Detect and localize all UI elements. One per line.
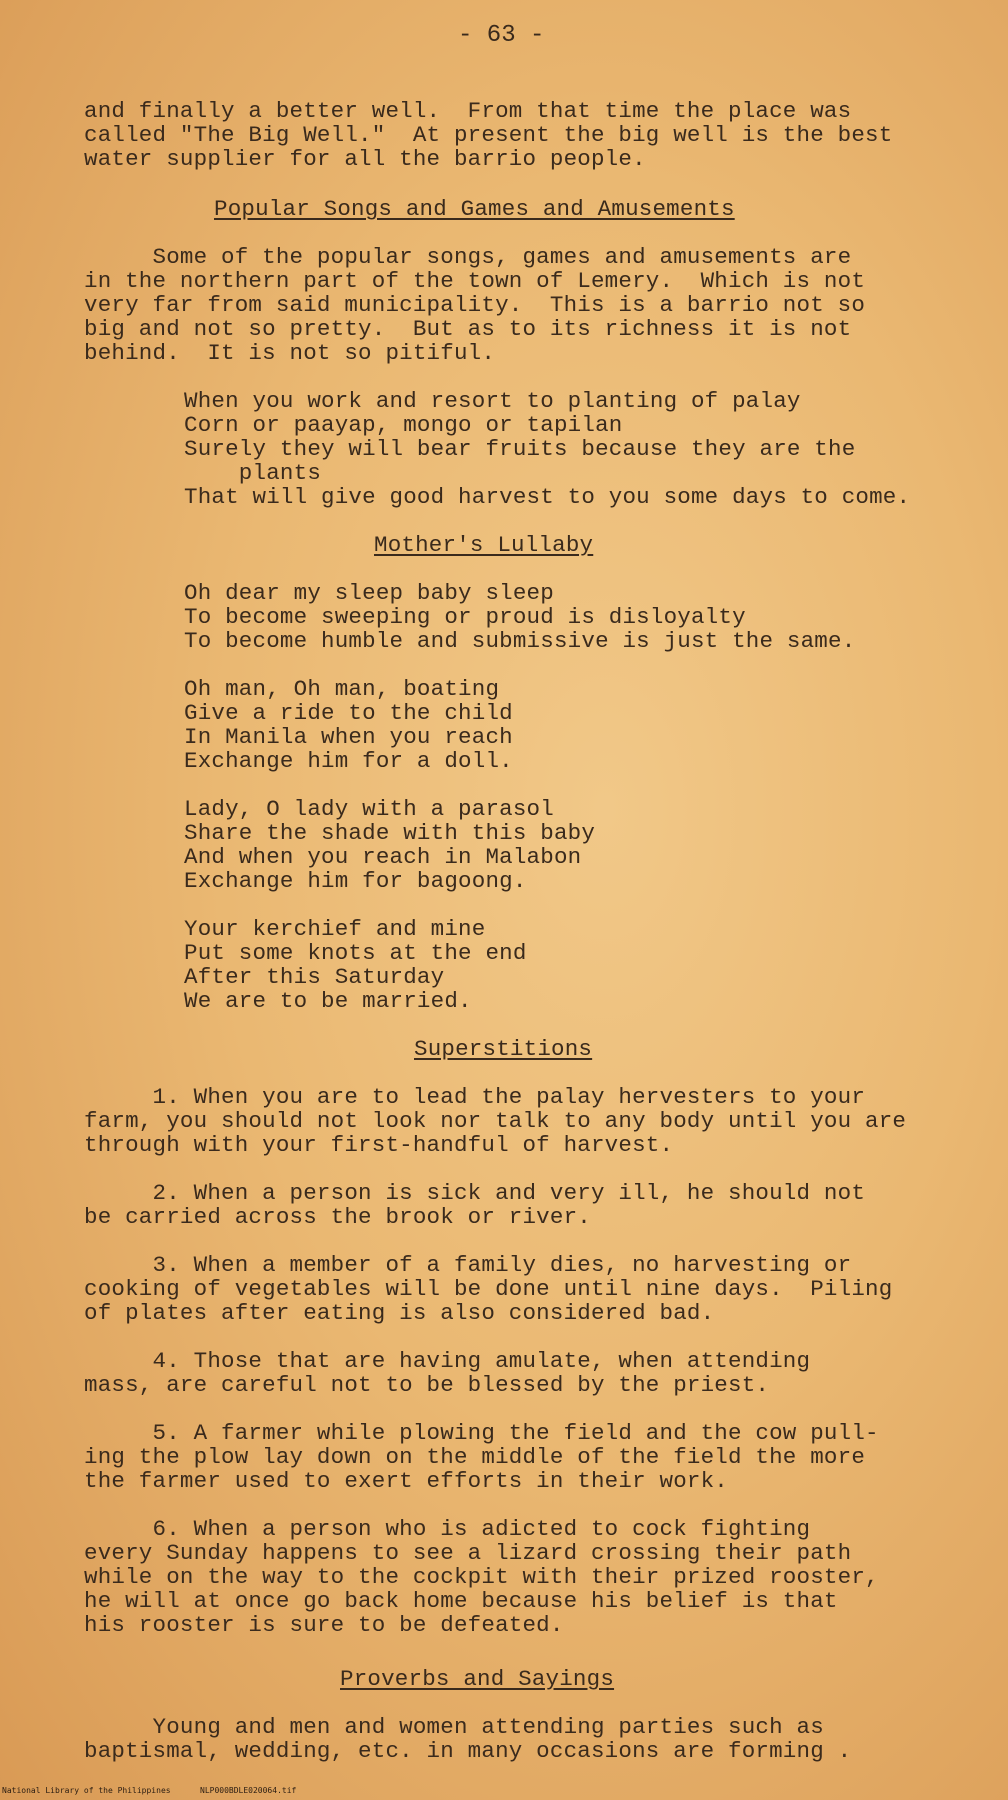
superstition-line: 1. When you are to lead the palay hervesters to your [84,1084,866,1110]
section-heading-proverbs: Proverbs and Sayings [340,1666,615,1692]
paragraph-line: Young and men and women attending parties such as [84,1714,824,1740]
lullaby-line: Exchange him for a doll. [184,748,513,774]
verse-line: That will give good harvest to you some days to come. [184,484,911,510]
paragraph-line: Some of the popular songs, games and amusements are [84,244,852,270]
section-heading-lullaby: Mother's Lullaby [374,532,594,558]
superstition-line: of plates after eating is also considered bad. [84,1300,715,1326]
superstition-line: through with your first-handful of harvest. [84,1132,674,1158]
superstition-line: 2. When a person is sick and very ill, he should not [84,1180,866,1206]
superstition-line: 3. When a member of a family dies, no harvesting or [84,1252,852,1278]
superstition-line: 6. When a person who is adicted to cock fighting [84,1516,811,1542]
superstition-line: he will at once go back home because his belief is that [84,1588,838,1614]
verse-line: Surely they will bear fruits because they are the [184,436,856,462]
superstition-line: his rooster is sure to be defeated. [84,1612,564,1638]
lullaby-line: Exchange him for bagoong. [184,868,527,894]
lullaby-line: We are to be married. [184,988,472,1014]
paragraph-line: big and not so pretty. But as to its richness it is not [84,316,852,342]
lullaby-line: Your kerchief and mine [184,916,486,942]
superstition-line: while on the way to the cockpit with their prized rooster, [84,1564,879,1590]
lullaby-line: After this Saturday [184,964,445,990]
superstition-line: cooking of vegetables will be done until nine days. Piling [84,1276,893,1302]
superstition-line: ing the plow lay down on the middle of the field the more [84,1444,866,1470]
paragraph-line: very far from said municipality. This is a barrio not so [84,292,866,318]
intro-line: water supplier for all the barrio people. [84,146,646,172]
intro-line: called "The Big Well." At present the big well is the best [84,122,893,148]
superstition-line: every Sunday happens to see a lizard crossing their path [84,1540,852,1566]
lullaby-line: To become humble and submissive is just the same. [184,628,856,654]
lullaby-line: Lady, O lady with a parasol [184,796,554,822]
page-number: - 63 - [458,22,545,49]
lullaby-line: Share the shade with this baby [184,820,596,846]
lullaby-line: And when you reach in Malabon [184,844,582,870]
superstition-line: 5. A farmer while plowing the field and the cow pull- [84,1420,879,1446]
lullaby-line: Put some knots at the end [184,940,527,966]
footer-library-name: National Library of the Philippines [2,1786,171,1795]
lullaby-line: In Manila when you reach [184,724,513,750]
verse-line: Corn or paayap, mongo or tapilan [184,412,623,438]
superstition-line: the farmer used to exert efforts in their work. [84,1468,729,1494]
verse-line: When you work and resort to planting of palay [184,388,801,414]
superstition-line: farm, you should not look nor talk to any body until you are [84,1108,907,1134]
superstition-line: mass, are careful not to be blessed by the priest. [84,1372,770,1398]
paragraph-line: in the northern part of the town of Lemery. Which is not [84,268,866,294]
paragraph-line: behind. It is not so pitiful. [84,340,496,366]
lullaby-line: Give a ride to the child [184,700,513,726]
lullaby-line: Oh man, Oh man, boating [184,676,500,702]
lullaby-line: To become sweeping or proud is disloyalty [184,604,746,630]
section-heading-popular-songs: Popular Songs and Games and Amusements [214,196,735,222]
section-heading-superstitions: Superstitions [414,1036,593,1062]
superstition-line: 4. Those that are having amulate, when attending [84,1348,811,1374]
footer-filename: NLP000BDLE020064.tif [200,1786,297,1795]
verse-line: plants [184,460,322,486]
lullaby-line: Oh dear my sleep baby sleep [184,580,554,606]
intro-line: and finally a better well. From that time the place was [84,98,852,124]
superstition-line: be carried across the brook or river. [84,1204,591,1230]
paragraph-line: baptismal, wedding, etc. in many occasions are forming . [84,1738,852,1764]
